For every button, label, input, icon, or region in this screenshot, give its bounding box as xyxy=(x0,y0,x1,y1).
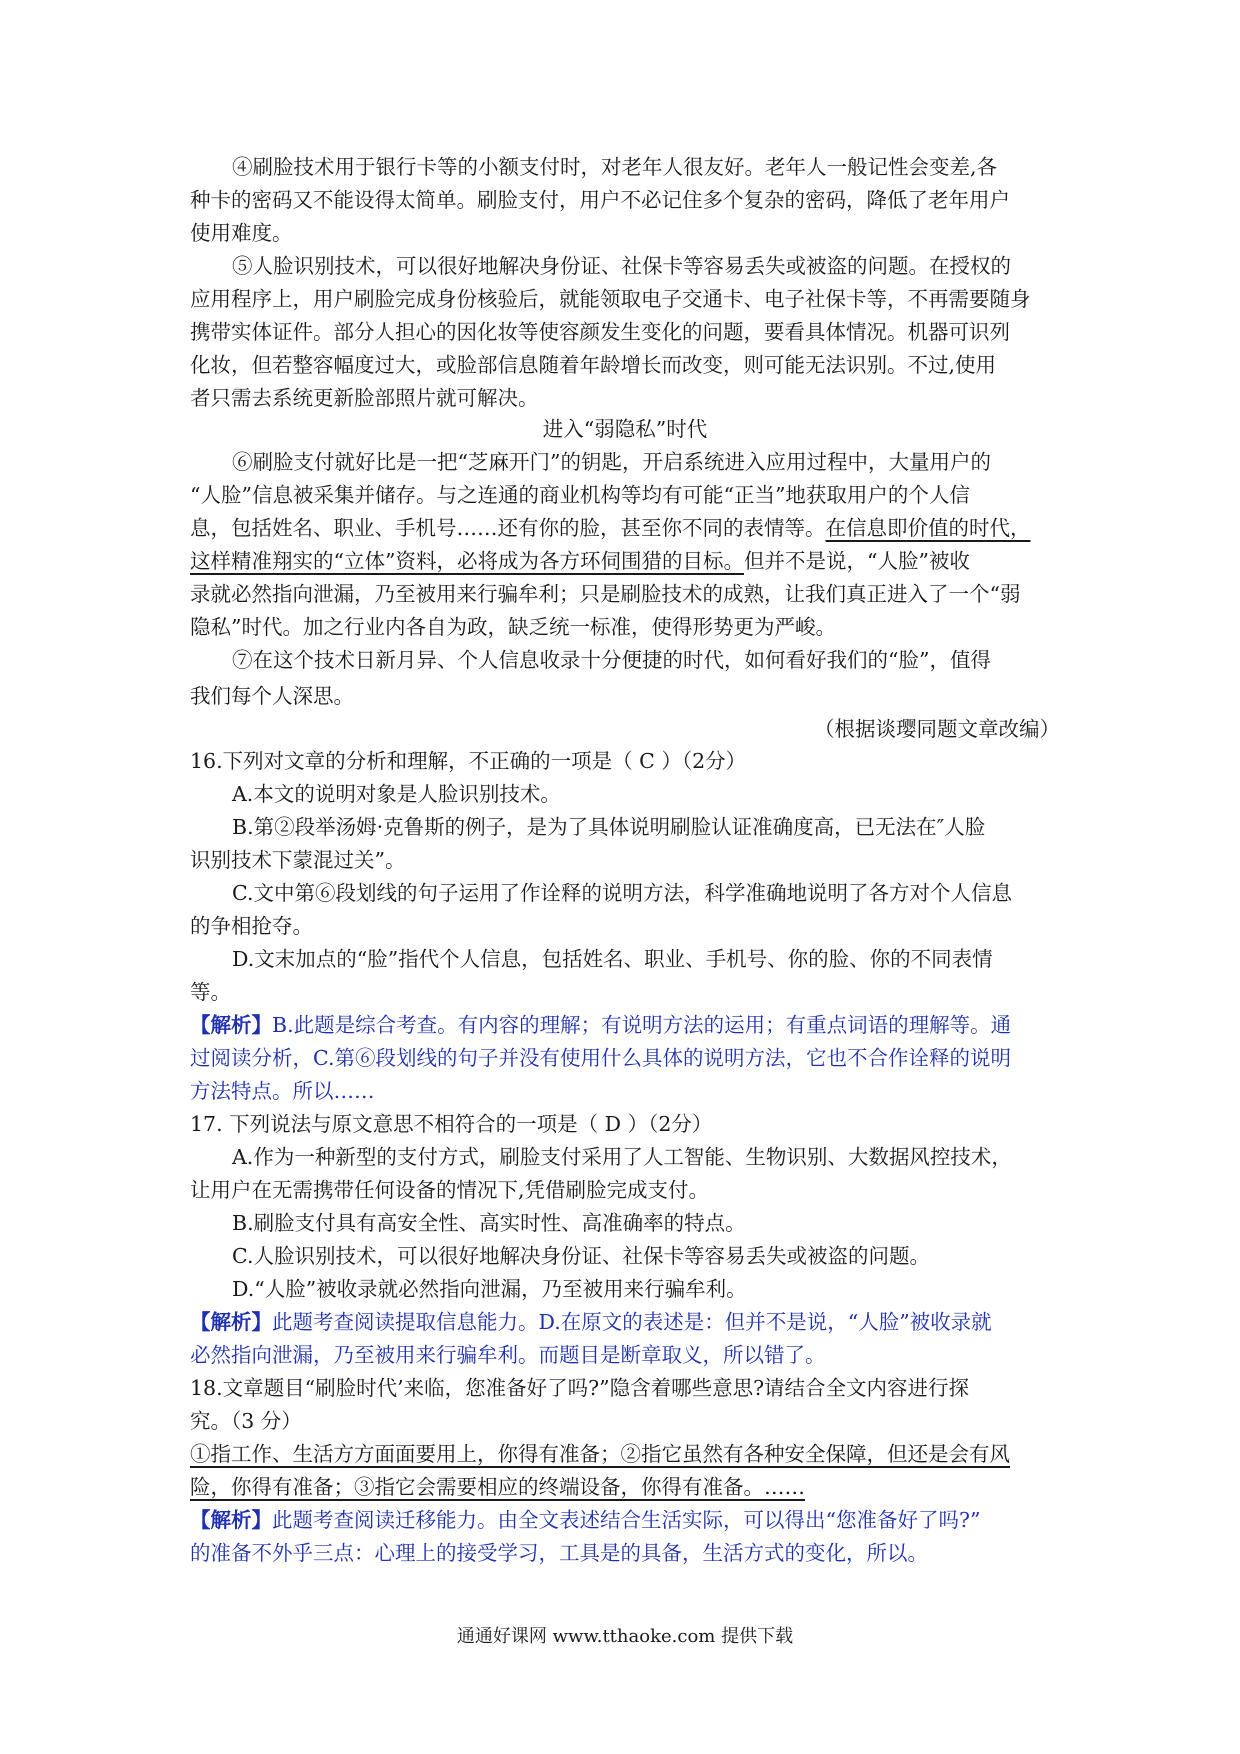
para6-line2: “人脸”信息被采集并储存。与之连通的商业机构等均有可能“正当”地获取用户的个人信 xyxy=(190,483,970,507)
para6-line3-text: 息，包括姓名、职业、手机号……还有你的脸，甚至你不同的表情等。 xyxy=(190,516,826,540)
para5-line4: 化妆，但若整容幅度过大，或脸部信息随着年龄增长而改变，则可能无法识别。不过,使用 xyxy=(190,353,997,377)
q16-option-d-line2: 等。 xyxy=(190,980,231,1004)
q17-analysis-line1 xyxy=(190,1307,992,1337)
q18-stem-line1: 18.文章题目“刷脸时代’来临，您准备好了吗?”隐含着哪些意思?请结合全文内容进行探 xyxy=(190,1376,970,1400)
section-title: 进入“弱隐私”时代 xyxy=(542,417,708,441)
q16-analysis-line2: 过阅读分析，C.第⑥段划线的句子并没有使用什么具体的说明方法，它也不合作诠释的说明 xyxy=(190,1046,1011,1070)
q18-answer-line2: 险，你得有准备；③指它会需要相应的终端设备，你得有准备。…… xyxy=(190,1475,805,1499)
q18-stem-line2: 究。（3 分） xyxy=(190,1409,302,1433)
q18-analysis-tag: 【解析】 xyxy=(190,1508,272,1532)
q17-stem: 17. 下列说法与原文意思不相符合的一项是（ D ）（2分） xyxy=(190,1112,713,1136)
q16-option-d-line1: D.文末加点的“脸”指代个人信息，包括姓名、职业、手机号、你的脸、你的不同表情 xyxy=(232,947,993,971)
q17-option-b: B.刷脸支付具有高安全性、高实时性、高准确率的特点。 xyxy=(232,1211,746,1235)
para6-line4-text: 但并不是说，“人脸”被收 xyxy=(743,549,970,573)
q16-option-b-line1: B.第②段举汤姆·克鲁斯的例子，是为了具体说明刷脸认证准确度高，已无法在″人脸 xyxy=(232,815,986,839)
q16-analysis-line1 xyxy=(190,1010,1011,1040)
q18-analysis-line1 xyxy=(190,1505,980,1535)
para4-line1: ④刷脸技术用于银行卡等的小额支付时，对老年人很友好。老年人一般记性会变差,各 xyxy=(232,155,998,179)
para4-line2: 种卡的密码又不能设得太简单。刷脸支付，用户不必记住多个复杂的密码，降低了老年用户 xyxy=(190,188,1010,212)
q17-analysis-text: 此题考查阅读提取信息能力。D.在原文的表述是：但并不是说，“人脸”被收录就 xyxy=(272,1310,992,1334)
underlined-sentence-part1: 在信息即价值的时代， xyxy=(825,516,1031,540)
q18-analysis-line2: 的准备不外乎三点：心理上的接受学习，工具是的具备，生活方式的变化，所以。 xyxy=(190,1541,928,1565)
para6-line6: 隐私”时代。加之行业内各自为政，缺乏统一标准，使得形势更为严峻。 xyxy=(190,615,836,639)
para5-line2: 应用程序上，用户刷脸完成身份核验后，就能领取电子交通卡、电子社保卡等，不再需要随身 xyxy=(190,287,1031,311)
q16-analysis-line3: 方法特点。所以…… xyxy=(190,1079,375,1103)
para5-line1: ⑤人脸识别技术，可以很好地解决身份证、社保卡等容易丢失或被盗的问题。在授权的 xyxy=(232,254,1011,278)
para6-line4 xyxy=(190,546,970,576)
para6-line3 xyxy=(190,513,1031,543)
q16-analysis-text: B.此题是综合考查。有内容的理解；有说明方法的运用；有重点词语的理解等。通 xyxy=(272,1013,1012,1037)
para5-line3: 携带实体证件。部分人担心的因化妆等使容颜发生变化的问题，要看具体情况。机器可识列 xyxy=(190,320,1010,344)
para6-line1: ⑥刷脸支付就好比是一把“芝麻开门”的钥匙，开启系统进入应用过程中，大量用户的 xyxy=(232,450,991,474)
q16-option-c-line2: 的争相抢夺。 xyxy=(190,914,313,938)
q17-option-a-line2: 让用户在无需携带任何设备的情况下,凭借刷脸完成支付。 xyxy=(190,1178,710,1202)
source-note: （根据谈璎同题文章改编） xyxy=(814,717,1060,741)
para7-line2: 我们每个人深思。 xyxy=(190,684,354,708)
q17-option-d: D.“人脸”被收录就必然指向泄漏，乃至被用来行骗牟利。 xyxy=(232,1277,747,1301)
q16-analysis-tag: 【解析】 xyxy=(190,1013,272,1037)
q17-option-a-line1: A.作为一种新型的支付方式，刷脸支付采用了人工智能、生物识别、大数据风控技术， xyxy=(232,1145,1012,1169)
para7-line1: ⑦在这个技术日新月异、个人信息收录十分便捷的时代，如何看好我们的“脸”，值得 xyxy=(232,648,991,672)
q16-option-b-line2: 识别技术下蒙混过关”。 xyxy=(190,848,406,872)
footer-text: 通通好课网 www.tthaoke.com 提供下载 xyxy=(456,1626,794,1647)
q16-stem: 16.下列对文章的分析和理解，不正确的一项是（ C ）（2分） xyxy=(190,749,747,773)
q18-analysis-text: 此题考查阅读迁移能力。由全文表述结合生活实际，可以得出“您准备好了吗?” xyxy=(272,1508,981,1532)
q17-analysis-tag: 【解析】 xyxy=(190,1310,272,1334)
q17-option-c: C.人脸识别技术，可以很好地解决身份证、社保卡等容易丢失或被盗的问题。 xyxy=(232,1244,930,1268)
para4-line3: 使用难度。 xyxy=(190,221,293,245)
underlined-sentence-part2: 这样精准翔实的“立体”资料，必将成为各方环伺围猎的目标。 xyxy=(190,549,744,573)
para6-line5: 录就必然指向泄漏，乃至被用来行骗牟利；只是刷脸技术的成熟，让我们真正进入了一个“弱 xyxy=(190,582,1021,606)
q16-option-a: A.本文的说明对象是人脸识别技术。 xyxy=(232,782,561,806)
q16-option-c-line1: C.文中第⑥段划线的句子运用了作诠释的说明方法，科学准确地说明了各方对个人信息 xyxy=(232,881,1012,905)
para5-line5: 者只需去系统更新脸部照片就可解决。 xyxy=(190,386,539,410)
q17-analysis-line2: 必然指向泄漏，乃至被用来行骗牟利。而题目是断章取义，所以错了。 xyxy=(190,1343,826,1367)
q18-answer-line1: ①指工作、生活方方面面要用上，你得有准备；②指它虽然有各种安全保障，但还是会有风 xyxy=(190,1442,1010,1466)
